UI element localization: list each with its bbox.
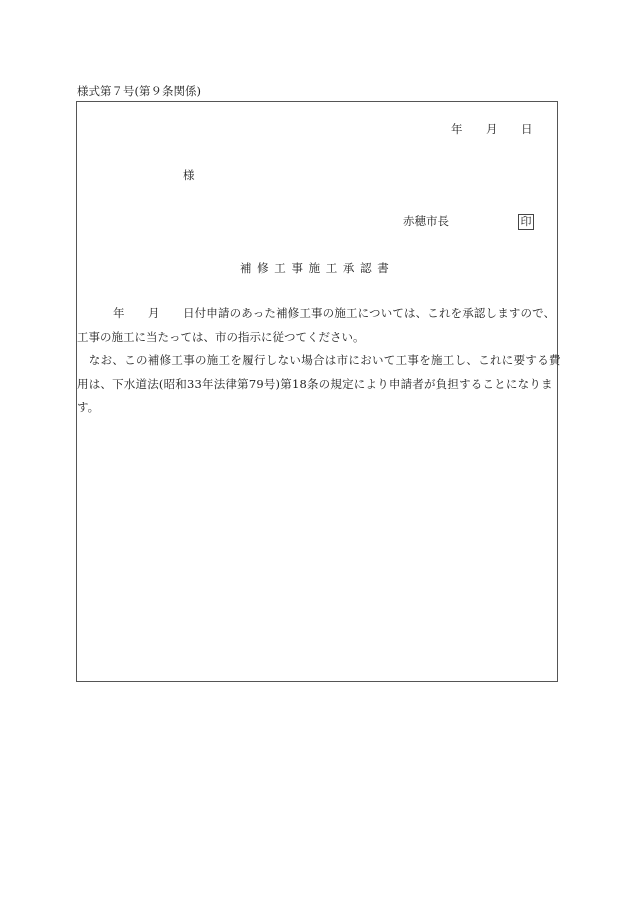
form-number: 様式第７号(第９条関係) xyxy=(77,84,201,98)
body-line-4: 用は、下水道法(昭和33年法律第79号)第18条の規定により申請者が負担することになりま xyxy=(77,377,553,391)
body-month: 月 xyxy=(148,306,160,320)
issuer-name: 赤穂市長 xyxy=(403,214,449,228)
date-month: 月 xyxy=(486,122,498,136)
body-line-1: 日付申請のあった補修工事の施工については、これを承認しますので、 xyxy=(183,306,556,320)
addressee-suffix: 様 xyxy=(183,168,195,182)
date-year: 年 xyxy=(451,122,463,136)
date-day: 日 xyxy=(521,122,533,136)
body-year: 年 xyxy=(113,306,125,320)
body-line-2: 工事の施工に当たっては、市の指示に従つてください。 xyxy=(77,330,365,344)
document-frame xyxy=(76,101,558,682)
body-line-5: す。 xyxy=(77,400,100,414)
seal-mark: 印 xyxy=(518,214,534,230)
body-line-3: なお、この補修工事の施工を履行しない場合は市において工事を施工し、これに要する費 xyxy=(77,353,561,367)
document-title: 補 修 工 事 施 工 承 認 書 xyxy=(240,261,389,275)
